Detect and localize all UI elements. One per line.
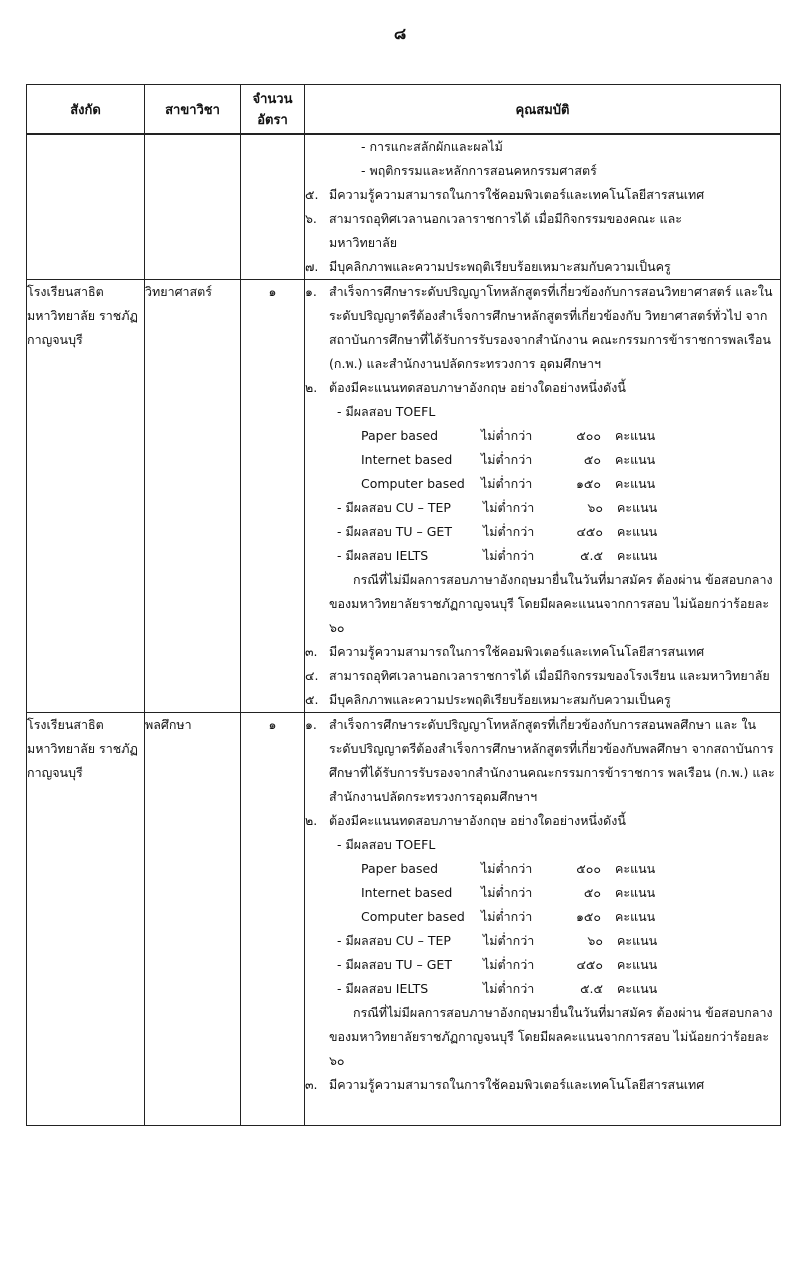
test-cmp: ไม่ต่ำกว่า (483, 524, 535, 539)
test-cmp: ไม่ต่ำกว่า (483, 981, 535, 996)
test-unit: คะแนน (617, 548, 658, 563)
item-text: ต้องมีคะแนนทดสอบภาษาอังกฤษ อย่างใดอย่างหนึ่งดังนี้ (329, 380, 626, 395)
test-name: - มีผลสอบ TU – GET (337, 524, 452, 539)
list-item (305, 713, 780, 809)
score-row (305, 424, 780, 448)
list-item (305, 809, 780, 833)
score-value: ๕๐ (583, 452, 601, 467)
page-number: ๘ (393, 24, 407, 43)
item-number: ๓. (305, 1077, 318, 1092)
toefl-label: - มีผลสอบ TOEFL (337, 404, 436, 419)
test-name: - มีผลสอบ IELTS (337, 981, 429, 996)
item-number: ๕. (305, 187, 319, 202)
header-count-line1: จำนวน (252, 92, 293, 107)
score-unit: คะแนน (615, 909, 656, 924)
header-dept: สังกัด (27, 85, 145, 135)
item-text: สำเร็จการศึกษาระดับปริญญาโทหลักสูตรที่เกี่ยวข้องกับการสอนวิทยาศาสตร์ และในระดับปริญญาตรีต้องสำเร็จการศึกษาหลักสูตรที่เกี่ยวข้องกับ วิทยาศาสตร์ทั่วไป จากสถาบันการศึกษาที่ได้รับการรับรองจากสำนักงาน คณะกรรมการข้าราชการพลเรือน (ก.พ.) และสำนักงานปลัดกระทรวงการ อุดมศึกษาฯ (329, 284, 773, 371)
list-item (305, 664, 780, 688)
score-value: ๑๕๐ (575, 909, 601, 924)
item-text: สามารถอุทิศเวลานอกเวลาราชการได้ เมื่อมีกิจกรรมของคณะ และ (329, 211, 682, 226)
header-count-line2: อัตรา (257, 113, 288, 128)
test-value: ๔๕๐ (576, 957, 603, 972)
score-row (305, 905, 780, 929)
header-qualifications: คุณสมบัติ (305, 85, 781, 135)
item-number: ๑. (305, 284, 317, 299)
list-item (305, 376, 780, 400)
test-name: - มีผลสอบ IELTS (337, 548, 429, 563)
item-number: ๖. (305, 211, 317, 226)
list-item: - พฤติกรรมและหลักการสอนคหกรรมศาสตร์ (361, 163, 597, 178)
test-value: ๕.๕ (580, 548, 603, 563)
score-cmp: ไม่ต่ำกว่า (481, 476, 533, 491)
cell-subject: วิทยาศาสตร์ (145, 280, 241, 713)
cell-qualifications (305, 713, 781, 1126)
test-cmp: ไม่ต่ำกว่า (483, 500, 535, 515)
item-text: มีความรู้ความสามารถในการใช้คอมพิวเตอร์และเทคโนโลยีสารสนเทศ (329, 1077, 705, 1092)
item-text: ต้องมีคะแนนทดสอบภาษาอังกฤษ อย่างใดอย่างหนึ่งดังนี้ (329, 813, 626, 828)
item-text: สำเร็จการศึกษาระดับปริญญาโทหลักสูตรที่เกี่ยวข้องกับการสอนพลศึกษา และ ในระดับปริญญาตรีต้องสำเร็จการศึกษาหลักสูตรที่เกี่ยวข้องกับพลศึกษา จากสถาบันการศึกษาที่ได้รับการรับรองจากสำนักงานคณะกรรมการข้าราชการ พลเรือน (ก.พ.) และสำนักงานปลัดกระทรวงการอุดมศึกษาฯ (329, 717, 775, 804)
test-name: - มีผลสอบ CU – TEP (337, 500, 451, 515)
list-item (305, 183, 780, 207)
test-value: ๔๕๐ (576, 524, 603, 539)
test-unit: คะแนน (617, 981, 658, 996)
test-row (305, 496, 780, 520)
list-item (305, 640, 780, 664)
cell-dept: โรงเรียนสาธิต มหาวิทยาลัย ราชภัฏกาญจนบุรี (27, 713, 145, 1126)
test-cmp: ไม่ต่ำกว่า (483, 548, 535, 563)
table-row (27, 134, 781, 280)
cell-subject: พลศึกษา (145, 713, 241, 1126)
cell-dept: โรงเรียนสาธิต มหาวิทยาลัย ราชภัฏกาญจนบุรี (27, 280, 145, 713)
list-item (305, 1073, 780, 1097)
header-count (241, 85, 305, 135)
score-row (305, 881, 780, 905)
test-name: - มีผลสอบ CU – TEP (337, 933, 451, 948)
note-paragraph: กรณีที่ไม่มีผลการสอบภาษาอังกฤษมายื่นในวันที่มาสมัคร ต้องผ่าน ข้อสอบกลางของมหาวิทยาลัยราชภัฏกาญจนบุรี โดยมีผลคะแนนจากการสอบ ไม่น้อยกว่าร้อยละ ๖๐ (329, 572, 773, 635)
score-row (305, 857, 780, 881)
score-cmp: ไม่ต่ำกว่า (481, 861, 533, 876)
list-item-continuation: มหาวิทยาลัย (329, 235, 398, 250)
test-unit: คะแนน (617, 957, 658, 972)
cell-count: ๑ (241, 713, 305, 1126)
score-value: ๕๐๐ (576, 428, 601, 443)
header-subject: สาขาวิชา (145, 85, 241, 135)
score-name: Computer based (361, 909, 465, 924)
item-number: ๒. (305, 380, 318, 395)
list-item: - การแกะสลักผักและผลไม้ (361, 139, 503, 154)
test-unit: คะแนน (617, 500, 658, 515)
item-text: มีบุคลิกภาพและความประพฤติเรียบร้อยเหมาะสมกับความเป็นครู (329, 259, 671, 274)
table-row (27, 280, 781, 713)
score-cmp: ไม่ต่ำกว่า (481, 885, 533, 900)
test-value: ๖๐ (587, 933, 603, 948)
test-unit: คะแนน (617, 524, 658, 539)
test-cmp: ไม่ต่ำกว่า (483, 933, 535, 948)
test-row (305, 544, 780, 568)
test-value: ๖๐ (587, 500, 603, 515)
score-name: Computer based (361, 476, 465, 491)
item-number: ๗. (305, 259, 319, 274)
cell-count-empty (241, 134, 305, 280)
item-number: ๒. (305, 813, 318, 828)
cell-subject-empty (145, 134, 241, 280)
item-number: ๕. (305, 692, 319, 707)
score-name: Paper based (361, 428, 439, 443)
score-value: ๕๐ (583, 885, 601, 900)
score-cmp: ไม่ต่ำกว่า (481, 909, 533, 924)
toefl-label: - มีผลสอบ TOEFL (337, 837, 436, 852)
qualifications-table (26, 84, 781, 1126)
score-row (305, 472, 780, 496)
score-name: Paper based (361, 861, 439, 876)
cell-qualifications (305, 280, 781, 713)
score-name: Internet based (361, 885, 453, 900)
item-text: มีบุคลิกภาพและความประพฤติเรียบร้อยเหมาะสมกับความเป็นครู (329, 692, 671, 707)
score-unit: คะแนน (615, 452, 656, 467)
score-cmp: ไม่ต่ำกว่า (481, 428, 533, 443)
test-value: ๕.๕ (580, 981, 603, 996)
note-paragraph: กรณีที่ไม่มีผลการสอบภาษาอังกฤษมายื่นในวันที่มาสมัคร ต้องผ่าน ข้อสอบกลางของมหาวิทยาลัยราชภัฏกาญจนบุรี โดยมีผลคะแนนจากการสอบ ไม่น้อยกว่าร้อยละ ๖๐ (329, 1005, 773, 1068)
item-number: ๓. (305, 644, 318, 659)
score-cmp: ไม่ต่ำกว่า (481, 452, 533, 467)
score-row (305, 448, 780, 472)
score-unit: คะแนน (615, 476, 656, 491)
score-value: ๑๕๐ (575, 476, 601, 491)
test-cmp: ไม่ต่ำกว่า (483, 957, 535, 972)
score-unit: คะแนน (615, 861, 656, 876)
table-header-row (27, 85, 781, 135)
item-text: มีความรู้ความสามารถในการใช้คอมพิวเตอร์และเทคโนโลยีสารสนเทศ (329, 187, 705, 202)
score-name: Internet based (361, 452, 453, 467)
table-row (27, 713, 781, 1126)
list-item (305, 207, 780, 231)
test-row (305, 929, 780, 953)
score-unit: คะแนน (615, 885, 656, 900)
item-text: มีความรู้ความสามารถในการใช้คอมพิวเตอร์และเทคโนโลยีสารสนเทศ (329, 644, 705, 659)
cell-qualifications (305, 134, 781, 280)
list-item (305, 688, 780, 712)
item-number: ๔. (305, 668, 319, 683)
cell-count: ๑ (241, 280, 305, 713)
score-value: ๕๐๐ (576, 861, 601, 876)
item-number: ๑. (305, 717, 317, 732)
cell-dept-empty (27, 134, 145, 280)
score-unit: คะแนน (615, 428, 656, 443)
test-row (305, 953, 780, 977)
test-name: - มีผลสอบ TU – GET (337, 957, 452, 972)
item-text: สามารถอุทิศเวลานอกเวลาราชการได้ เมื่อมีกิจกรรมของโรงเรียน และมหาวิทยาลัย (329, 668, 770, 683)
list-item (305, 280, 780, 376)
test-row (305, 520, 780, 544)
test-row (305, 977, 780, 1001)
test-unit: คะแนน (617, 933, 658, 948)
list-item (305, 255, 780, 279)
